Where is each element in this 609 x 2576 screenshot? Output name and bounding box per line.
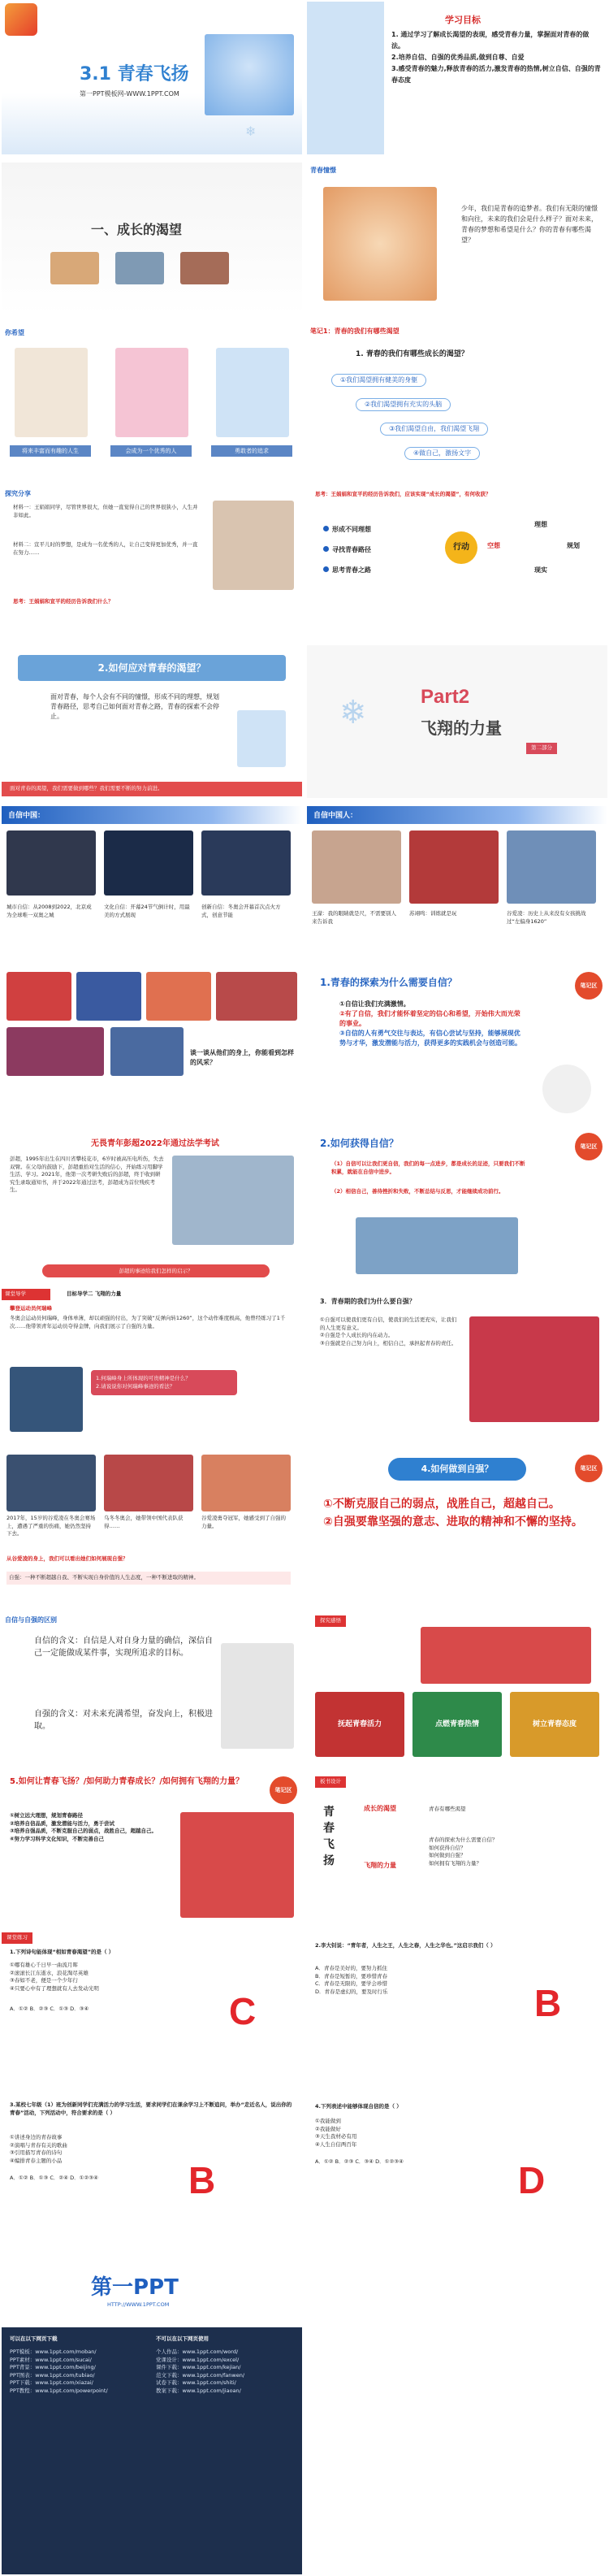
promo-col1-line-1[interactable]: PPT模板：www.1ppt.com/moban/ [10, 2348, 97, 2355]
gu-ailing-photo-2 [104, 1455, 193, 1511]
note-tag: 笔记区 [575, 972, 603, 1000]
slide-guided-study [2, 1289, 302, 1442]
gu-ailing-caption: 谷爱凌：历史上从来没有女孩挑战过“左偏身1620” [507, 910, 586, 925]
exercise-1-option-1: ①哪有雄心千日早一曲流月晖 [10, 1962, 78, 1968]
city-photo [6, 830, 96, 896]
reality-question: 思考：王娟娟和宣平的经历告诉我们，应该实现“成长的渴望”，有何收获？ [315, 491, 491, 497]
exercise-4-option-4: ④人生自信两百年 [315, 2140, 357, 2148]
athlete-photo-2 [76, 972, 141, 1021]
explore-question: 思考：王娟娟和宣平的经历告诉我们什么？ [13, 598, 114, 605]
slide-promo [2, 2254, 302, 2574]
slide-how-confidence [307, 1128, 607, 1281]
skiing-photo [356, 1217, 518, 1274]
note-1-item-1: ①我们渴望拥有健美的身躯 [331, 374, 426, 387]
snowflake-icon: ❄ [245, 124, 257, 139]
respond-footer: 面对青春的渴望，我们需要做到哪些？我们需要不断的努力前进。 [2, 782, 302, 796]
culture-photo [104, 830, 193, 896]
wang-meng-caption: 王濛：我的眼睛就是尺，不需要别人来告诉我 [312, 910, 396, 925]
su-yiming-caption: 苏翊鸣：训练就是玩 [409, 910, 457, 917]
slide-exercise-3 [2, 2093, 302, 2246]
promo-col2-head: 不可以在以下网页使用 [156, 2335, 209, 2342]
gu-ailing-question: 从谷爱凌的身上，我们可以看出她们如何展现自强？ [6, 1555, 128, 1562]
hope-caption-2: 会成为一个优秀的人 [110, 445, 192, 457]
slide-explore [2, 484, 302, 637]
peng-chao-caption: 彭超的事迹给我们怎样的启示？ [42, 1264, 270, 1277]
confident-people-heading: 自信中国人： [313, 812, 358, 820]
promo-col1-line-3[interactable]: PPT背景：www.1ppt.com/beijing/ [10, 2364, 96, 2370]
exercise-2-option-3: C．青春是无限的，要学会珍惜 [315, 1980, 388, 1987]
slide-exercise-1 [2, 1932, 302, 2085]
slide-why-self-improve [307, 1289, 607, 1442]
slide-section-1 [2, 163, 302, 315]
exercise-1-choices: A．①② B．②③ C．①③ D．③④ [10, 2006, 89, 2012]
slide-title [2, 2, 302, 154]
slide-gu-ailing [2, 1450, 302, 1602]
confidence-point-2: ②有了自信，我们才能怀着坚定的信心和希望，开始伟大而光荣的事业。 [339, 1010, 520, 1027]
board-heading: 板书设计 [315, 1776, 346, 1788]
slide-athletes [2, 967, 302, 1120]
self-improve-point-1: ①自强可以使我们更有自信，使我们的生活更充实，让我们的人生更有意义。 [320, 1316, 457, 1331]
innovation-caption: 创新自信：冬奥会开幕首次点火方式，创意节能 [201, 904, 281, 918]
action-circle: 行动 [445, 531, 477, 564]
dream-label: 理想 [534, 521, 547, 528]
feel-card-3: 树立青春态度 [510, 1692, 599, 1757]
dream-illustration [323, 187, 437, 301]
note-tag-4: 笔记区 [270, 1776, 297, 1804]
slide-confident-china [2, 806, 302, 959]
board-item-1: 青春有哪些渴望 [429, 1806, 466, 1812]
youth-fly-point-2: ②培养自信品质，激发潜能与活力，勇于尝试 [10, 1819, 115, 1827]
respond-body: 面对青春，每个人会有不同的憧憬，形成不同的理想，规划青春路径，思考自己如何面对青春之路，青春的探索不会停止。 [50, 693, 219, 720]
self-improve-way-2: ②自强要靠坚强的意志、进取的精神和不懈的坚持。 [323, 1516, 583, 1529]
photo-3 [180, 252, 229, 284]
promo-logo: 第一PPT [91, 2275, 179, 2300]
slide-why-confidence [307, 967, 607, 1120]
slide-goals [307, 2, 607, 154]
note-tag-2: 笔记区 [575, 1133, 603, 1160]
promo-url: HTTP://WWW.1PPT.COM [107, 2301, 170, 2308]
athlete-photo-3 [146, 972, 211, 1021]
promo-col2-line-4[interactable]: 范文下载：www.1ppt.com/fanwen/ [156, 2371, 245, 2379]
self-improve-photo [469, 1316, 599, 1422]
exercise-3-option-3: ③引用描写青春的诗句 [10, 2149, 63, 2156]
exercise-4-option-3: ③天生我材必有用 [315, 2133, 357, 2140]
hope-caption-3: 勇敢者的追求 [211, 445, 292, 457]
su-yiming-photo [409, 830, 499, 904]
guided-question-1: 1.何瑞峰身上所体现的可贵精神是什么？ [96, 1375, 191, 1381]
slide-how-self-improve [307, 1450, 607, 1602]
feel-heading: 探究感悟 [315, 1615, 346, 1627]
hope-picture-1 [15, 348, 88, 437]
slide-respond [2, 645, 302, 798]
exercise-1-option-2: ②滚滚长江东逝水，浪花淘尽英雄 [10, 1969, 89, 1976]
exercise-2-option-4: D．青春是虚幻的，要及时行乐 [315, 1988, 388, 1995]
athlete-photo-5 [6, 1027, 104, 1076]
feel-card-1: 抚起青春活力 [315, 1692, 404, 1757]
slide-note-1 [307, 323, 607, 476]
guided-study-material: 攀登运动员何瑞峰 [10, 1305, 52, 1312]
exercise-3-answer: B [188, 2159, 216, 2201]
slide-hope [2, 323, 302, 476]
exercise-3-choices: A．①② B．①③ C．②④ D．①②③④ [10, 2175, 98, 2181]
part-tag: 第二部分 [526, 743, 557, 754]
part-title: Part2 [421, 686, 470, 708]
self-improve-point-3: ③自强就是自己努力向上，相信自己，承担起青春的责任。 [320, 1339, 457, 1347]
exercise-1-question: 1.下列诗句能体现“相如青春渴望”的是（ ） [10, 1949, 114, 1955]
self-improve-way-1: ①不断克服自己的弱点，战胜自己，超越自己。 [323, 1498, 560, 1511]
reality-point-2: 寻找青春路径 [332, 546, 371, 553]
slide-subtitle: 第一PPT模板网-WWW.1PPT.COM [80, 90, 179, 98]
goal-2: 2.培养自信、自强的优秀品质,做到自尊、自爱 [391, 54, 525, 61]
peng-chao-title: 无畏青年彭超2022年通过法学考试 [91, 1139, 219, 1148]
reality-point-3: 思考青春之路 [332, 566, 371, 574]
board-item-3: 如何获得自信？ [429, 1844, 466, 1851]
note-1-item-3: ③我们渴望自由，我们渴望飞翔 [380, 423, 488, 436]
peng-chao-photo [172, 1156, 294, 1245]
exercise-1-option-3: ③春如不老，便是一个少年行 [10, 1977, 78, 1984]
mascot-picture [542, 1065, 591, 1113]
confidence-point-3: ③自信的人有勇气交往与表达，有信心尝试与坚持，能够展现优势与才华，激发潜能与活力，获得更多的实践机会与创造可能。 [339, 1030, 521, 1047]
slide-confident-people [307, 806, 607, 959]
self-improve-point-2: ②自强是个人成长的内在动力。 [320, 1332, 394, 1338]
difference-picture [221, 1643, 294, 1749]
plan-label: 规划 [567, 542, 580, 549]
gu-ailing-photo [507, 830, 596, 904]
photo-2 [115, 252, 164, 284]
exercise-4-choices: A．①② B．②③ C．③④ D．①②③④ [315, 2158, 404, 2165]
peng-chao-body: 彭超，1995年出生在四川省攀枝花市，6岁时被高压电所伤，失去双臂。在父母的鼓励下，彭超重拾对生活的信心，开始练习用脚学生活、学习。2021年，他第一次考研失败后的彭超，终于收到研究生录取通知书，并于2022年通过法考，彭超成为首位残疾考生。 [10, 1156, 164, 1193]
slide-youth-fly [2, 1772, 302, 1924]
explore-material-1: 材料一：王娟娟同学，尽管世界很大，但她一直觉得自己的世界很狭小，人生并非如此。 [13, 504, 198, 518]
dream-heading: 青春憧憬 [310, 167, 336, 174]
guided-question-2: 2.请说说你对何瑞峰事迹的看法？ [96, 1382, 175, 1390]
board-item-5: 如何拥有飞翔的力量？ [429, 1859, 482, 1867]
exercise-2-question: 2.李大钊说：“青年者，人生之王，人生之春，人生之华也。”这启示我们（ ） [315, 1942, 496, 1949]
note-tag-3: 笔记区 [575, 1455, 603, 1482]
explore-portrait [213, 501, 294, 590]
goal-1: 1. 通过学习了解成长渴望的表现，感受青春力量，掌握面对青春的做法。 [391, 31, 590, 50]
confidence-point-1: ①自信让我们充满激情。 [339, 1000, 410, 1008]
slide-part-2 [307, 645, 607, 798]
exercise-2-option-1: A．青春是美好的，要努力抓住 [315, 1965, 387, 1971]
snowboard-illustration [205, 34, 294, 115]
part-subtitle: 飞翔的力量 [421, 718, 502, 738]
dream-text: 少年，我们是青春的追梦者。我们有无限的憧憬和向往，未来的我们会是什么样子？面对未来，青春的梦想和希望是什么？你的青春有哪些渴望？ [461, 205, 598, 244]
youth-fly-title: 5.如何让青春飞扬？/如何助力青春成长？/如何拥有飞翔的力量？ [10, 1777, 244, 1786]
exercise-4-option-1: ①我能做到 [315, 2118, 341, 2124]
youth-fly-point-1: ①树立远大理想，规划青春路径 [10, 1812, 84, 1819]
explore-heading: 探究分享 [5, 490, 31, 497]
youth-fly-photo [180, 1812, 294, 1918]
difference-heading: 自信与自强的区别 [5, 1616, 57, 1624]
board-left: 青春飞扬 [323, 1806, 335, 1867]
hope-heading: 你希望 [5, 329, 24, 336]
note-1-item-2: ②我们渴望拥有充实的头脑 [356, 398, 451, 411]
gu-ailing-caption-1: 2017年，15岁的谷爱凌在冬奥会赛场上，遭遇了严重的伤痛，她仍然坚持下去。 [6, 1515, 96, 1537]
how-confidence-title: 2.如何获得自信？ [320, 1138, 399, 1149]
gu-ailing-caption-3: 谷爱凌勇夺冠军，她感受到了自强的力量。 [201, 1515, 286, 1529]
logo-emblem [5, 3, 37, 36]
snowflake-large-icon: ❄ [339, 694, 367, 731]
guided-study-photo [10, 1367, 83, 1432]
wang-meng-photo [312, 830, 401, 904]
board-branch-1: 成长的渴望 [364, 1805, 396, 1812]
gu-ailing-photo-3 [201, 1455, 291, 1511]
promo-col1-line-5[interactable]: PPT下载：www.1ppt.com/xiazai/ [10, 2379, 93, 2386]
reality-point-1: 形成不同理想 [332, 526, 371, 533]
exercise-2-answer: B [534, 1982, 562, 2024]
athlete-photo-6 [110, 1027, 184, 1076]
slide-exercise-4 [307, 2093, 607, 2246]
how-confidence-point-2: （2）相信自己，善待挫折和失败，不断总结与反思，才能继续成功前行。 [331, 1188, 504, 1195]
board-item-2: 青春的探索为什么需要自信？ [429, 1837, 498, 1843]
note-1-question: 1. 青春的我们有哪些成长的渴望？ [356, 350, 469, 358]
promo-col2-line-6[interactable]: 教案下载：www.1ppt.com/jiaoan/ [156, 2387, 241, 2394]
confident-china-heading: 自信中国： [8, 812, 45, 820]
gu-ailing-caption-2: 乌冬冬奥会，她带领中国代表队获得…… [104, 1515, 184, 1529]
goal-3: 3.感受青春的魅力,释放青春的活力,激发青春的热情,树立自信、自强的青春态度 [391, 65, 601, 84]
photo-1 [50, 252, 99, 284]
promo-col2-line-3[interactable]: 课件下载：www.1ppt.com/kejian/ [156, 2364, 241, 2370]
how-self-improve-title: 4.如何做到自强？ [388, 1458, 526, 1481]
board-branch-2: 飞翔的力量 [364, 1862, 396, 1869]
guided-study-head: 课堂导学 [2, 1289, 50, 1300]
note-1-title: 笔记1：青春的我们有哪些渴望 [310, 327, 400, 335]
exercise-1-answer: C [229, 1990, 257, 2032]
slide-title-text: 3.1 青春飞扬 [80, 64, 189, 85]
promo-col2-line-1[interactable]: 个人作品：www.1ppt.com/word/ [156, 2348, 239, 2355]
hope-picture-3 [216, 348, 289, 437]
gu-ailing-answer: 自强：一种不断超越自我、不断实现自身价值的人生态度，一种不断进取的精神。 [6, 1572, 291, 1585]
exercise-4-answer: D [518, 2159, 546, 2201]
promo-col1-line-6[interactable]: PPT教程：www.1ppt.com/powerpoint/ [10, 2387, 108, 2394]
goals-heading: 学习目标 [445, 15, 481, 25]
confidence-definition: 自信的含义：自信是人对自身力量的确信，深信自己一定能做成某件事，实现所追求的目标。 [34, 1637, 213, 1658]
section-title: 一、成长的渴望 [91, 222, 183, 237]
exercise-3-option-1: ①讲述身边的青春故事 [10, 2134, 63, 2140]
reality-label: 现实 [534, 566, 547, 574]
promo-col2-line-5[interactable]: 试卷下载：www.1ppt.com/shiti/ [156, 2379, 236, 2386]
athlete-photo-4 [216, 972, 297, 1021]
athletes-question: 谈一谈从他们的身上，你能看到怎样的风采？ [190, 1049, 294, 1066]
exercise-4-question: 4.下列表述中能够体现自信的是（ ） [315, 2103, 402, 2110]
promo-col1-head: 可以在以下网页下载 [10, 2335, 58, 2342]
exercise-3-option-4: ④编排青春主题的小品 [10, 2157, 63, 2164]
exercise-heading: 课堂练习 [2, 1932, 32, 1944]
youth-fly-point-3: ③培养自强品质，不断克服自己的弱点，战胜自己，超越自己。 [10, 1828, 158, 1834]
board-item-4: 如何做到自强？ [429, 1852, 466, 1858]
promo-col2-line-2[interactable]: 党课设计：www.1ppt.com/excel/ [156, 2356, 240, 2363]
slide-difference [2, 1611, 302, 1763]
culture-caption: 文化自信：开幕24节气倒计时，用最美的方式展现 [104, 904, 190, 918]
slide-peng-chao [2, 1128, 302, 1281]
exercise-1-option-4: ④只要心中有了理想就有人去发动光明 [10, 1984, 99, 1992]
why-confidence-title: 1.青春的探索为什么需要自信？ [320, 977, 457, 988]
gu-ailing-photo-1 [6, 1455, 96, 1511]
slide-exercise-2 [307, 1932, 607, 2085]
athlete-photo-1 [6, 972, 71, 1021]
city-caption: 城市自信：从2008到2022，北京成为全球唯一双奥之城 [6, 904, 92, 918]
respond-title: 2.如何应对青春的渴望？ [18, 655, 286, 681]
respond-picture [237, 710, 286, 767]
youth-fly-point-4: ④努力学习科学文化知识，不断完善自己 [10, 1835, 105, 1842]
promo-col1-line-4[interactable]: PPT图表：www.1ppt.com/tubiao/ [10, 2371, 95, 2379]
feel-banner [421, 1627, 591, 1684]
exercise-3-option-2: ②演唱与青春有关的歌曲 [10, 2141, 67, 2149]
goal-side-picture [307, 2, 384, 154]
exercise-3-question: 3.某校七年级（1）班为创新同学们充满活力的学习生活，要求同学们在课余学习上不断追问，举办“走近名人，说出你的青春”活动，下列活动中，符合要求的是（ ） [10, 2101, 292, 2116]
self-improve-definition: 自强的含义：对未来充满希望，奋发向上，积极进取。 [34, 1710, 213, 1731]
idea-label: 空想 [487, 542, 500, 549]
slide-youth-dream [307, 163, 607, 315]
exercise-4-option-2: ②我能做好 [315, 2125, 341, 2132]
self-improve-question: 3．青春期的我们为什么要自强？ [320, 1298, 416, 1305]
hope-picture-2 [115, 348, 188, 437]
how-confidence-point-1: （1）自信可以让我们更自信，我们的每一点进步，都是成长的足迹，只要我们不断积累，就能在自信中进步。 [331, 1160, 525, 1175]
explore-material-2: 材料二：宣平儿时的梦想，是成为一名优秀的人，让自己变得更加优秀，并一直在努力…… [13, 541, 198, 556]
note-1-item-4: ④做自己，激扬文字 [404, 447, 480, 460]
slide-feel [307, 1611, 607, 1763]
exercise-2-option-2: B．青春是短暂的，要珍惜青春 [315, 1972, 387, 1980]
hope-caption-1: 将来丰富而有趣的人生 [10, 445, 91, 457]
guided-study-subhead: 目标导学二 飞翔的力量 [67, 1290, 122, 1297]
promo-col1-line-2[interactable]: PPT素材：www.1ppt.com/sucai/ [10, 2356, 92, 2363]
slide-board-design [307, 1772, 607, 1924]
feel-card-2: 点燃青春热情 [412, 1692, 502, 1757]
innovation-photo [201, 830, 291, 896]
guided-study-body: 冬奥会运动员何瑞峰，身体单薄，却以顽强的付出，为了突破“反弹向转1260”，这个动作难度极高，他曾经练习了1千次……他带领青年运动员夺得金牌，向我们展示了自强的力量。 [10, 1315, 286, 1329]
slide-reality [307, 484, 607, 637]
